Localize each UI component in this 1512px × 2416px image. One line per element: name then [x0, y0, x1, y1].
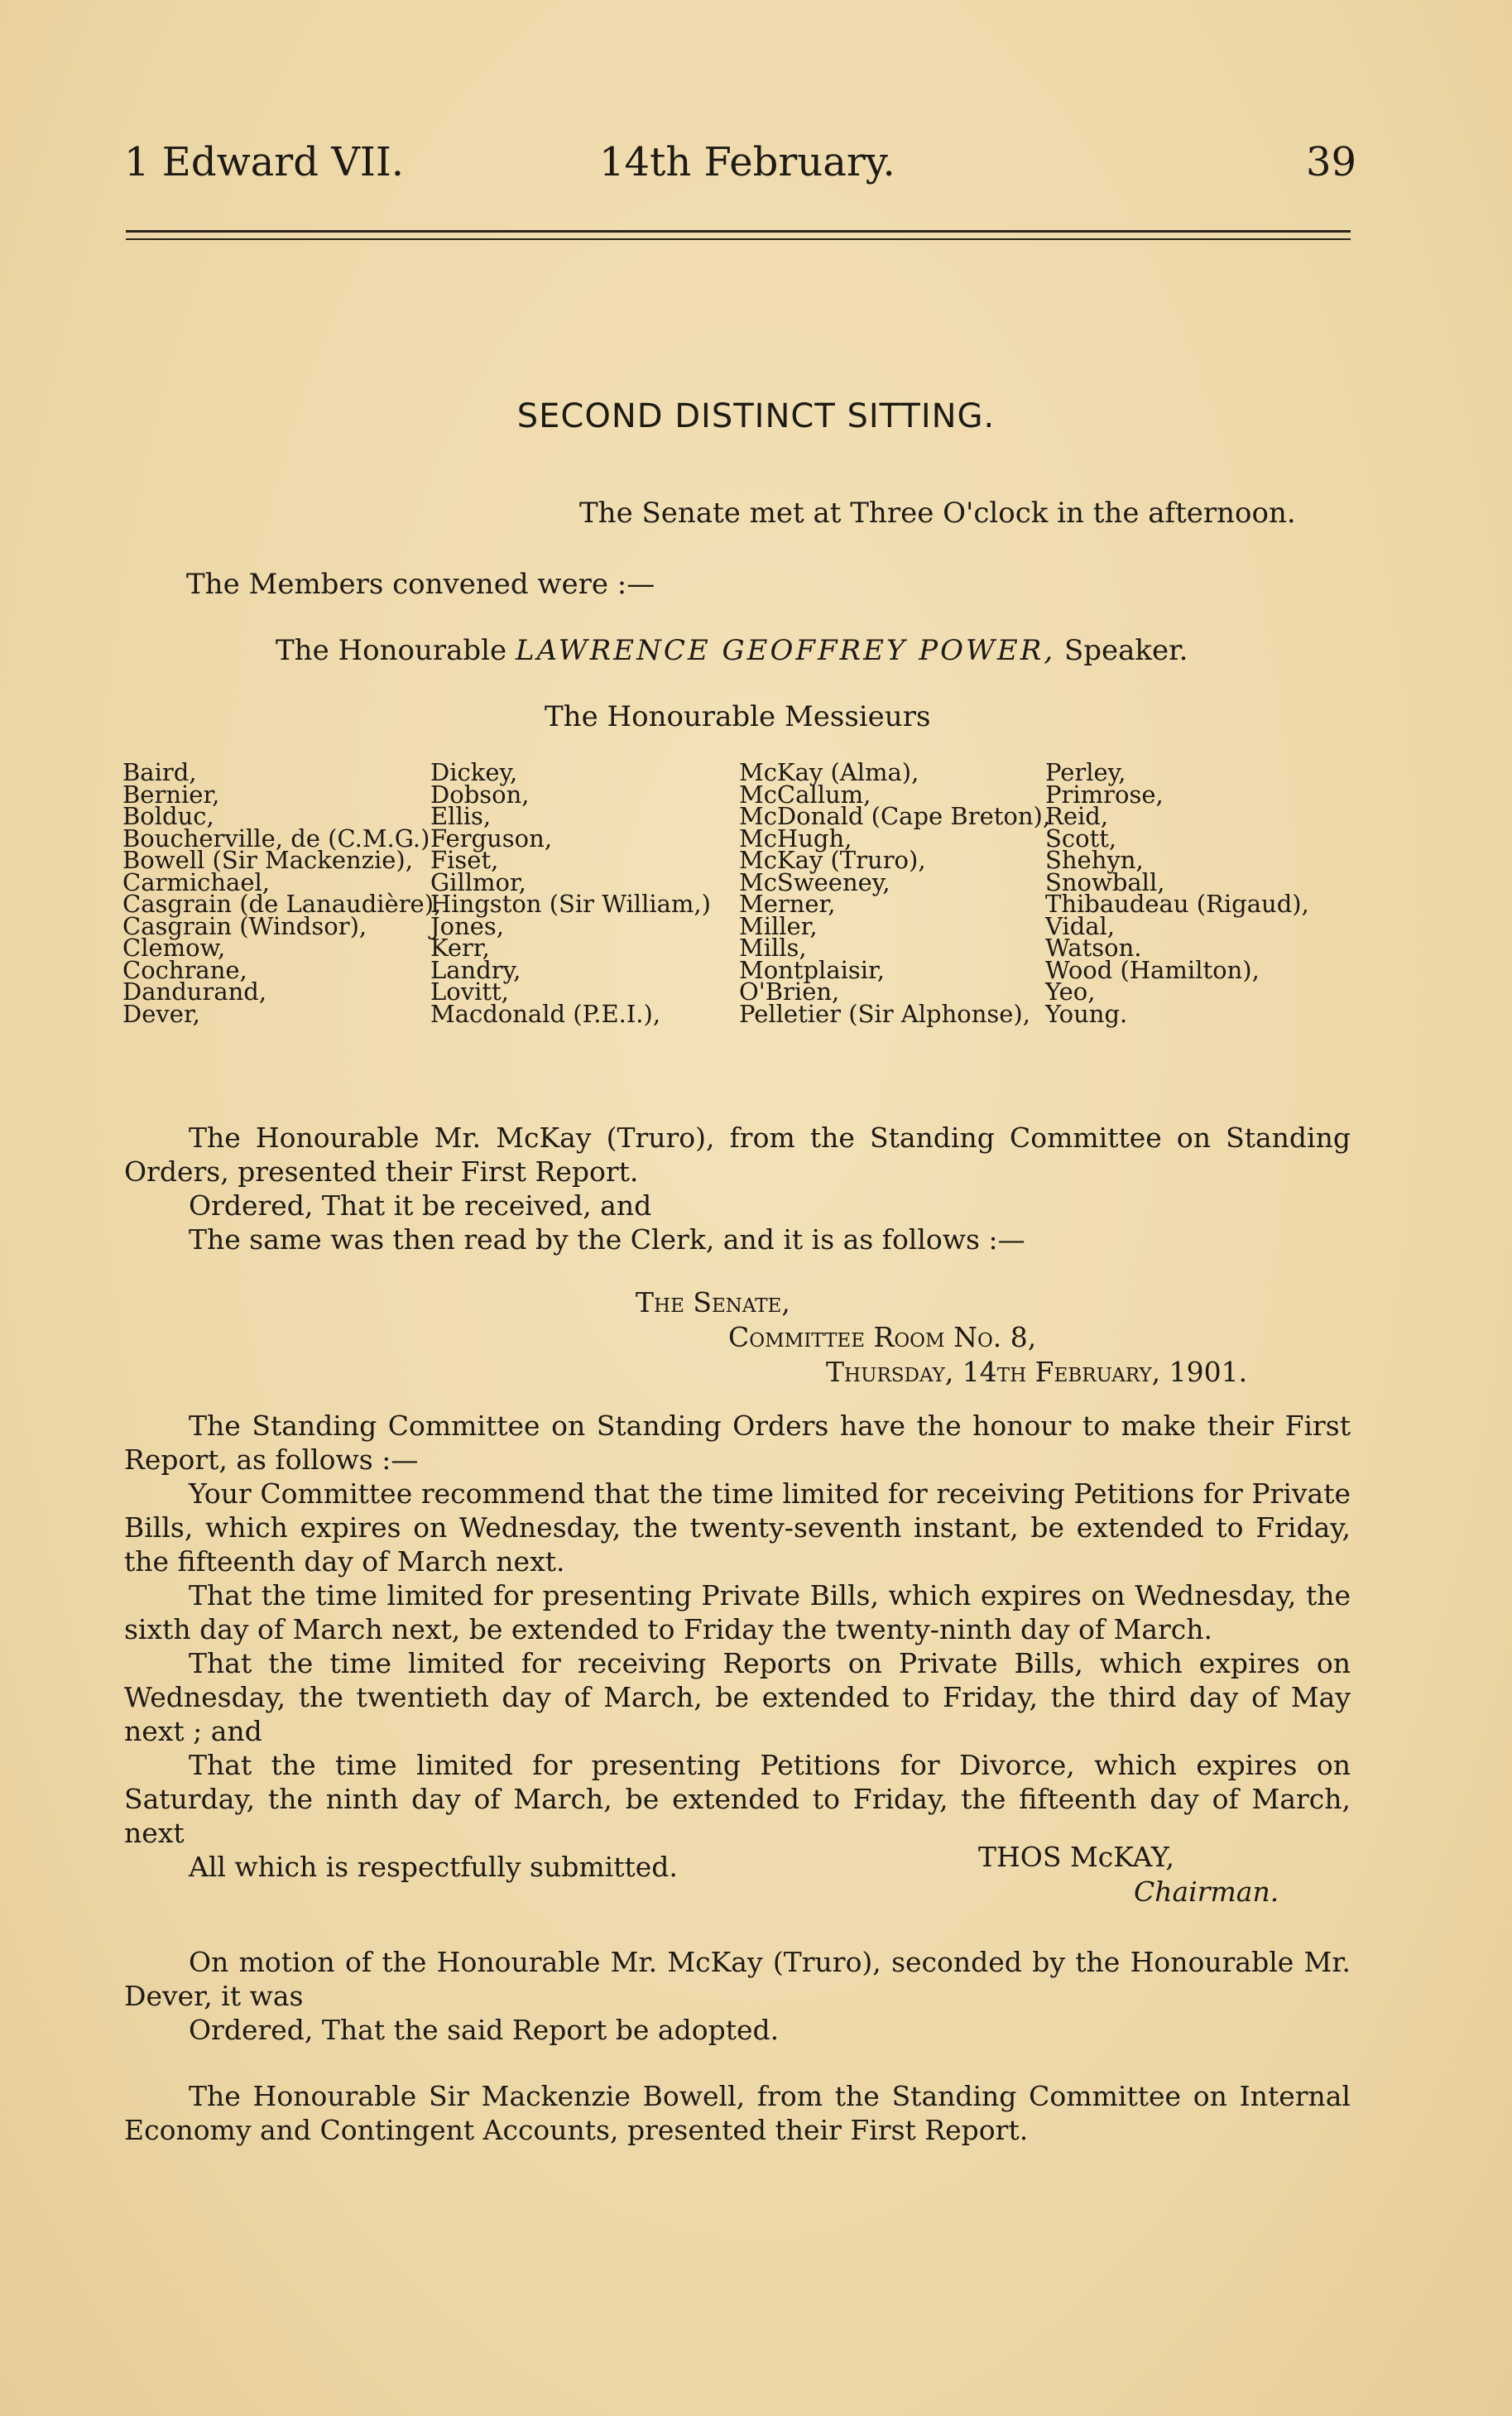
header-left: 1 Edward VII.	[124, 139, 405, 185]
member-name: Shehyn,	[1045, 846, 1144, 874]
address-line-2: Committee Room No. 8,	[728, 1321, 1037, 1353]
header-date: 14th February.	[599, 139, 895, 185]
member-name: Merner,	[739, 890, 836, 918]
paragraph: On motion of the Honourable Mr. McKay (Truro), seconded by the Honourable Mr. Dever, it was	[124, 1946, 1351, 2012]
member-name: Montplaisir,	[739, 955, 885, 984]
members-column-2	[430, 758, 711, 1028]
members-column-4	[1045, 758, 1309, 1028]
page-title: SECOND DISTINCT SITTING.	[516, 397, 996, 435]
member-name: Scott,	[1045, 824, 1117, 853]
motion-section	[124, 1945, 1351, 2047]
final-section	[124, 2079, 1351, 2147]
member-name: Mills,	[739, 934, 807, 962]
member-name: Young.	[1045, 999, 1128, 1028]
paragraph: That the time limited for presenting Petitions for Divorce, which expires on Saturday, the ninth day of March, be extended to Friday, the fifteenth day of March, next	[124, 1749, 1351, 1849]
member-name: Thibaudeau (Rigaud),	[1045, 890, 1309, 918]
paragraph: The Standing Committee on Standing Orders have the honour to make their First Report, as follows :—	[124, 1410, 1351, 1476]
paragraph: Your Committee recommend that the time limited for receiving Petitions for Private Bills, which expires on Wednesday, the twenty-seventh instant, be extended to Friday, the fifteenth day of March next.	[124, 1477, 1351, 1578]
member-name: Macdonald (P.E.I.),	[430, 999, 661, 1028]
member-name: Miller,	[739, 911, 818, 940]
speaker-line	[276, 634, 1188, 667]
member-name: Primrose,	[1045, 780, 1164, 809]
member-name: Boucherville, de (C.M.G.)	[122, 824, 430, 853]
member-name: Casgrain (Windsor),	[122, 911, 367, 940]
signature-title: Chairman.	[1134, 1876, 1279, 1908]
member-name: Dickey,	[430, 758, 518, 786]
paragraph: Ordered, That it be received, and	[189, 1189, 652, 1222]
member-name: Gillmor,	[430, 867, 526, 896]
member-name: Pelletier (Sir Alphonse),	[739, 999, 1030, 1028]
member-name: McKay (Truro),	[739, 846, 926, 874]
member-name: Bolduc,	[122, 802, 214, 830]
member-name: Lovitt,	[430, 977, 509, 1006]
member-name: McDonald (Cape Breton),	[739, 802, 1051, 830]
speaker-suffix: Speaker.	[1063, 634, 1188, 667]
member-name: Ferguson,	[430, 824, 553, 853]
member-name: Perley,	[1045, 758, 1126, 786]
member-name: Dandurand,	[122, 977, 267, 1006]
speaker-name: LAWRENCE GEOFFREY POWER,	[515, 634, 1056, 667]
member-name: Kerr,	[430, 934, 490, 962]
members-convened-line: The Members convened were :—	[186, 568, 655, 601]
paragraph: Ordered, That the said Report be adopted.	[189, 2014, 780, 2046]
member-name: Baird,	[122, 758, 197, 786]
member-name: Watson.	[1045, 934, 1142, 962]
member-name: Yeo,	[1045, 977, 1096, 1006]
signature-name: THOS McKAY,	[978, 1841, 1175, 1873]
member-name: Reid,	[1045, 802, 1109, 830]
member-name: Landry,	[430, 955, 521, 984]
members-column-1	[122, 758, 442, 1028]
member-name: McKay (Alma),	[739, 758, 919, 786]
member-name: Bernier,	[122, 780, 220, 809]
members-column-3	[739, 758, 1051, 1028]
member-name: Dobson,	[430, 780, 530, 809]
member-name: Snowball,	[1045, 867, 1165, 896]
paragraph: The Honourable Sir Mackenzie Bowell, from the Standing Committee on Internal Economy and Contingent Accounts, presented their First Report.	[124, 2080, 1351, 2146]
address-line-3: Thursday, 14th February, 1901.	[826, 1356, 1248, 1388]
paragraph: That the time limited for receiving Reports on Private Bills, which expires on Wednesday, the twentieth day of March, be extended to Friday, the third day of May next ; and	[124, 1647, 1351, 1747]
paragraph: That the time limited for presenting Private Bills, which expires on Wednesday, the sixth day of March next, be extended to Friday the twenty-ninth day of March.	[124, 1579, 1351, 1645]
member-name: Carmichael,	[122, 867, 270, 896]
member-name: Bowell (Sir Mackenzie),	[122, 846, 413, 874]
member-name: Jones,	[430, 911, 505, 940]
member-name: Ellis,	[430, 802, 492, 830]
member-name: Casgrain (de Lanaudière),	[122, 890, 442, 918]
header-rule-bottom	[126, 238, 1351, 240]
paragraph: The Honourable Mr. McKay (Truro), from the Standing Committee on Standing Orders, presented their First Report.	[124, 1122, 1351, 1188]
report-body	[124, 1409, 1351, 1884]
report-presented-section	[124, 1121, 1351, 1256]
member-name: McCallum,	[739, 780, 871, 809]
member-name: McHugh,	[739, 824, 852, 853]
member-name: Hingston (Sir William,)	[430, 890, 711, 918]
messieurs-heading: The Honourable Messieurs	[545, 700, 931, 733]
address-line-1: The Senate,	[636, 1286, 790, 1318]
page-number: 39	[1306, 139, 1357, 185]
speaker-prefix: The Honourable	[276, 634, 507, 667]
member-name: Fiset,	[430, 846, 499, 874]
paragraph: The same was then read by the Clerk, and it is as follows :—	[189, 1223, 1025, 1256]
header-rule-top	[126, 230, 1351, 233]
member-name: Cochrane,	[122, 955, 247, 984]
member-name: Dever,	[122, 999, 200, 1028]
member-name: O'Brien,	[739, 977, 840, 1006]
paragraph: All which is respectfully submitted.	[189, 1851, 678, 1883]
member-name: Clemow,	[122, 934, 226, 962]
member-name: Vidal,	[1045, 911, 1116, 940]
member-name: Wood (Hamilton),	[1045, 955, 1260, 984]
member-name: McSweeney,	[739, 867, 890, 896]
senate-met-line: The Senate met at Three O'clock in the afternoon.	[579, 497, 1296, 530]
